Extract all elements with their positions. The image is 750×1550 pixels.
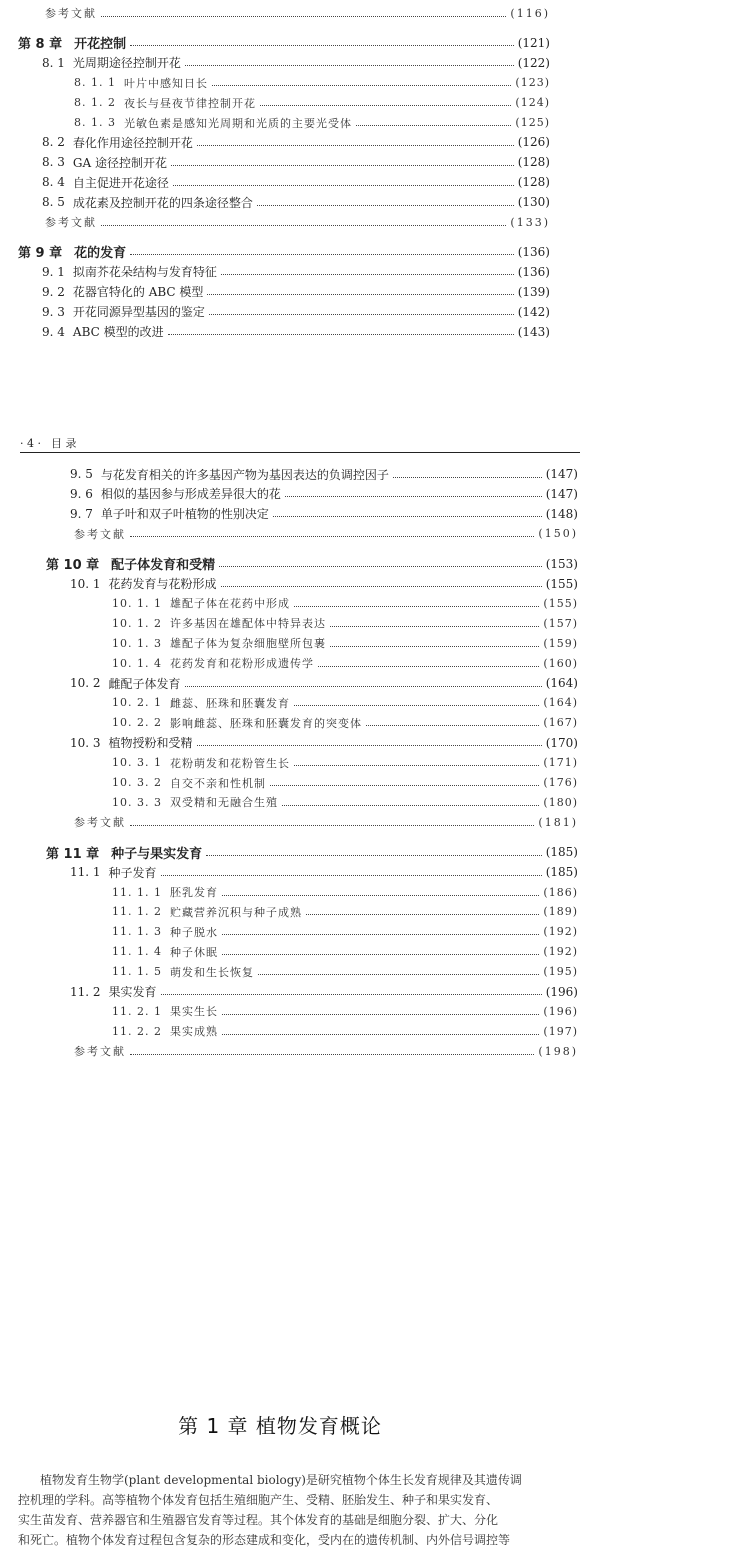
toc-entry-page: (189) — [543, 905, 578, 919]
toc-entry-page: (185) — [545, 865, 578, 880]
toc-entry-page: (133) — [510, 215, 550, 229]
toc-entry-title: 花药发育和花粉形成遗传学 — [169, 657, 314, 671]
toc-entry-page: (157) — [543, 616, 578, 630]
toc-entry-page: (150) — [538, 527, 578, 541]
toc-entry-title: 配子体发育和受精 — [111, 558, 216, 574]
toc-entry-sub — [112, 774, 578, 792]
dot-leader — [206, 855, 542, 856]
dot-leader — [219, 566, 542, 567]
toc-entry-sub — [112, 634, 578, 652]
dot-leader — [221, 274, 514, 275]
toc-entry-number: 8. 1 — [42, 55, 65, 70]
toc-entry-number: 11. 1. 2 — [112, 905, 162, 919]
toc-entry-chap — [18, 34, 550, 52]
toc-entry-sec — [70, 983, 578, 1001]
toc-entry-sub — [112, 1022, 578, 1040]
dot-leader — [161, 875, 542, 876]
toc-entry-sec — [70, 674, 578, 692]
dot-leader — [130, 825, 534, 826]
dot-leader — [173, 185, 514, 186]
toc-entry-ref — [74, 813, 578, 831]
toc-entry-title: 果实发育 — [108, 985, 157, 999]
dot-leader — [257, 205, 514, 206]
toc-entry-ref — [74, 1042, 578, 1060]
paragraph-line: 和死亡。植物个体发育过程包含复杂的形态建成和变化，受内在的遗传机制、内外信号调控等 — [18, 1533, 511, 1547]
dot-leader — [222, 934, 539, 935]
dot-leader — [318, 666, 539, 667]
toc-entry-page: (124) — [515, 96, 550, 110]
toc-entry-number: 8. 2 — [42, 135, 65, 150]
toc-entry-number: 11. 2. 1 — [112, 1004, 162, 1018]
toc-entry-number: 10. 2. 1 — [112, 696, 162, 710]
toc-entry-title: 参考文献 — [45, 216, 97, 229]
toc-entry-sub — [112, 694, 578, 712]
dot-leader — [282, 805, 539, 806]
toc-entry-title: 自交不亲和性机制 — [169, 776, 266, 790]
toc-entry-sub — [112, 903, 578, 921]
page-header — [20, 434, 580, 453]
toc-entry-title: 贮藏营养沉积与种子成熟 — [169, 905, 302, 919]
toc-entry-page: (155) — [545, 576, 578, 591]
dot-leader — [221, 586, 542, 587]
toc-entry-title: 雌蕊、胚珠和胚囊发育 — [169, 696, 290, 710]
toc-entry-sub — [74, 114, 550, 132]
toc-entry-number: 11. 2. 2 — [112, 1024, 162, 1038]
toc-entry-page: (196) — [545, 984, 578, 999]
toc-entry-title: 参考文献 — [45, 7, 97, 20]
toc-entry-page: (153) — [545, 556, 578, 571]
toc-entry-sub — [74, 94, 550, 112]
dot-leader — [171, 165, 514, 166]
dot-leader — [222, 1014, 539, 1015]
toc-entry-page: (116) — [510, 6, 550, 20]
toc-entry-title: ABC 模型的改进 — [72, 325, 164, 339]
toc-entry-sub — [112, 714, 578, 732]
toc-entry-number: 9. 4 — [42, 324, 65, 339]
toc-entry-number: 第 10 章 — [46, 558, 100, 574]
toc-entry-sec — [42, 323, 550, 341]
toc-entry-page: (147) — [545, 486, 578, 501]
toc-entry-title: 果实生长 — [169, 1005, 218, 1019]
dot-leader — [222, 895, 539, 896]
toc-entry-page: (128) — [517, 175, 550, 190]
toc-entry-number: 9. 3 — [42, 304, 65, 319]
toc-entry-title: 春化作用途径控制开花 — [72, 135, 193, 150]
toc-entry-sec — [42, 133, 550, 151]
toc-entry-ref — [45, 4, 550, 22]
toc-entry-title: 花粉萌发和花粉管生长 — [169, 756, 290, 770]
toc-entry-page: (155) — [543, 596, 578, 610]
toc-entry-chap — [46, 843, 578, 861]
toc-entry-page: (176) — [543, 776, 578, 789]
toc-entry-page: (136) — [517, 264, 550, 279]
dot-leader — [197, 145, 514, 146]
toc-entry-sub — [112, 654, 578, 672]
toc-entry-sec — [42, 54, 550, 72]
dot-leader — [130, 536, 534, 537]
dot-leader — [294, 765, 539, 766]
toc-entry-page: (186) — [543, 885, 578, 899]
toc-entry-page: (122) — [517, 55, 550, 70]
toc-entry-title: 种子脱水 — [169, 925, 218, 939]
toc-entry-number: 10. 1. 2 — [112, 616, 162, 630]
toc-entry-title: 双受精和无融合生殖 — [169, 796, 278, 810]
dot-leader — [101, 16, 506, 17]
toc-entry-number: 第 11 章 — [46, 846, 100, 862]
toc-entry-title: 果实成熟 — [169, 1025, 218, 1039]
toc-entry-title: 雌配子体发育 — [108, 676, 181, 691]
dot-leader — [185, 686, 542, 687]
toc-entry-page: (185) — [545, 845, 578, 860]
toc-entry-ref — [74, 525, 578, 543]
toc-entry-page: (128) — [517, 155, 550, 170]
toc-entry-title: 种子发育 — [108, 865, 157, 880]
page-number: · 4 · — [20, 436, 41, 450]
toc-entry-number: 10. 1. 4 — [112, 656, 162, 670]
toc-entry-number: 11. 1. 5 — [112, 965, 162, 979]
dot-leader — [306, 914, 539, 915]
toc-entry-number: 11. 1. 1 — [112, 885, 162, 899]
toc-entry-page: (181) — [538, 815, 578, 829]
toc-entry-page: (123) — [515, 76, 550, 90]
toc-entry-title: 花器官特化的 ABC 模型 — [72, 285, 204, 300]
toc-entry-sec — [70, 505, 578, 523]
dot-leader — [212, 85, 511, 86]
toc-entry-sub — [112, 594, 578, 612]
chapter-paragraph — [18, 1470, 548, 1550]
toc-entry-title: GA 途径控制开花 — [72, 155, 167, 170]
paragraph-line: 植物发育生物学(plant developmental biology)是研究植物个体生长发育规律及其遗传调 — [40, 1473, 522, 1487]
toc-entry-page: (164) — [543, 696, 578, 710]
toc-entry-title: 参考文献 — [74, 527, 126, 541]
dot-leader — [273, 516, 542, 517]
header-section-title: 目 录 — [51, 437, 77, 450]
toc-entry-number: 8. 1. 2 — [74, 96, 116, 110]
toc-entry-title: 种子休眠 — [169, 945, 218, 959]
toc-entry-title: 雄配子体在花药中形成 — [169, 597, 290, 611]
toc-entry-page: (159) — [543, 636, 578, 650]
dot-leader — [260, 105, 511, 106]
toc-entry-page: (143) — [517, 324, 550, 339]
toc-entry-number: 第 9 章 — [18, 246, 63, 262]
toc-entry-number: 9. 1 — [42, 264, 65, 279]
toc-entry-page: (192) — [543, 945, 578, 959]
toc-entry-sec — [70, 734, 578, 752]
toc-entry-sec — [42, 153, 550, 171]
dot-leader — [258, 974, 539, 975]
toc-entry-sub — [74, 74, 550, 92]
toc-entry-page: (170) — [545, 735, 578, 750]
toc-entry-sec — [70, 465, 578, 483]
dot-leader — [285, 496, 542, 497]
toc-entry-number: 9. 5 — [70, 467, 93, 481]
toc-entry-sub — [112, 923, 578, 941]
toc-entry-sec — [42, 283, 550, 301]
dot-leader — [209, 314, 514, 315]
dot-leader — [185, 65, 514, 66]
toc-entry-title: 光敏色素是感知光周期和光质的主要光受体 — [123, 116, 352, 130]
toc-entry-page: (167) — [543, 716, 578, 730]
toc-entry-number: 第 8 章 — [18, 37, 63, 53]
toc-entry-number: 9. 6 — [70, 486, 93, 501]
toc-entry-title: 许多基因在雄配体中特异表达 — [169, 617, 326, 631]
dot-leader — [161, 994, 542, 995]
chapter-title: 第 1 章 植物发育概论 — [178, 1414, 382, 1438]
paragraph-line: 控机理的学科。高等植物个体发育包括生殖细胞产生、受精、胚胎发生、种子和果实发育、 — [18, 1493, 499, 1507]
toc-entry-ref — [45, 213, 550, 231]
toc-entry-sub — [112, 883, 578, 901]
dot-leader — [356, 125, 511, 126]
toc-entry-title: 参考文献 — [74, 1045, 126, 1059]
toc-entry-page: (142) — [517, 304, 550, 319]
toc-entry-page: (139) — [517, 284, 550, 299]
toc-entry-number: 9. 2 — [42, 284, 65, 299]
toc-entry-page: (125) — [515, 116, 550, 129]
toc-entry-title: 拟南芥花朵结构与发育特征 — [72, 265, 217, 280]
dot-leader — [222, 954, 539, 955]
toc-entry-sec — [70, 485, 578, 503]
dot-leader — [270, 785, 539, 786]
toc-entry-page: (126) — [517, 135, 550, 150]
toc-entry-page: (171) — [543, 756, 578, 770]
toc-entry-title: 开花控制 — [74, 37, 127, 53]
toc-entry-chap — [18, 243, 550, 261]
paragraph-line: 实生苗发育、营养器官和生殖器官发育等过程。其个体发育的基础是细胞分裂、扩大、分化 — [18, 1513, 499, 1527]
toc-entry-number: 10. 3. 1 — [112, 756, 162, 770]
dot-leader — [197, 745, 542, 746]
toc-entry-sub — [112, 963, 578, 981]
toc-entry-title: 萌发和生长恢复 — [169, 965, 254, 979]
toc-entry-chap — [46, 555, 578, 573]
dot-leader — [294, 705, 539, 706]
toc-entry-title: 单子叶和双子叶植物的性别决定 — [100, 507, 269, 522]
toc-entry-page: (180) — [543, 795, 578, 809]
toc-entry-page: (192) — [543, 925, 578, 939]
toc-entry-title: 雄配子体为复杂细胞壁所包裹 — [169, 637, 326, 651]
toc-entry-number: 8. 1. 1 — [74, 76, 116, 90]
toc-entry-title: 自主促进开花途径 — [72, 175, 169, 190]
toc-entry-sec — [42, 173, 550, 191]
dot-leader — [330, 646, 539, 647]
toc-entry-sub — [112, 1002, 578, 1020]
toc-entry-title: 种子与果实发育 — [111, 846, 203, 862]
toc-entry-sub — [112, 754, 578, 772]
toc-entry-page: (195) — [543, 965, 578, 979]
dot-leader — [101, 225, 506, 226]
toc-entry-number: 11. 1. 4 — [112, 945, 162, 959]
toc-entry-page: (121) — [517, 35, 550, 50]
toc-entry-sub — [112, 943, 578, 961]
toc-entry-title: 成花素及控制开花的四条途径整合 — [72, 195, 253, 210]
toc-entry-title: 参考文献 — [74, 816, 126, 830]
toc-entry-number: 10. 2. 2 — [112, 716, 162, 730]
toc-entry-number: 10. 3. 2 — [112, 776, 162, 789]
toc-entry-page: (160) — [543, 656, 578, 670]
toc-entry-number: 11. 1. 3 — [112, 925, 162, 939]
toc-entry-number: 8. 3 — [42, 155, 65, 170]
toc-entry-page: (196) — [543, 1004, 578, 1018]
toc-entry-title: 夜长与昼夜节律控制开花 — [123, 96, 256, 110]
dot-leader — [294, 606, 539, 607]
toc-entry-number: 8. 1. 3 — [74, 116, 116, 129]
toc-entry-page: (147) — [545, 467, 578, 481]
toc-entry-title: 相似的基因参与形成差异很大的花 — [100, 487, 281, 502]
dot-leader — [130, 45, 514, 46]
toc-entry-number: 10. 1. 1 — [112, 596, 162, 610]
toc-entry-title: 花药发育与花粉形成 — [108, 577, 217, 591]
toc-entry-page: (198) — [538, 1044, 578, 1058]
dot-leader — [130, 254, 514, 255]
toc-entry-number: 8. 4 — [42, 175, 65, 190]
dot-leader — [222, 1034, 539, 1035]
toc-entry-sec — [42, 193, 550, 211]
toc-entry-number: 8. 5 — [42, 195, 65, 210]
toc-entry-number: 10. 1 — [70, 576, 101, 591]
toc-entry-sub — [112, 793, 578, 811]
toc-entry-title: 胚乳发育 — [169, 886, 218, 899]
toc-entry-title: 与花发育相关的许多基因产物为基因表达的负调控因子 — [100, 467, 389, 482]
toc-entry-sec — [42, 303, 550, 321]
toc-entry-title: 叶片中感知日长 — [123, 76, 208, 90]
toc-entry-number: 9. 7 — [70, 506, 93, 521]
toc-entry-number: 10. 3 — [70, 735, 101, 750]
toc-entry-sub — [112, 614, 578, 632]
toc-entry-sec — [42, 263, 550, 281]
toc-entry-page: (148) — [545, 506, 578, 521]
toc-entry-page: (197) — [543, 1024, 578, 1038]
dot-leader — [393, 477, 542, 478]
toc-entry-title: 开花同源异型基因的鉴定 — [72, 305, 205, 320]
toc-entry-page: (136) — [517, 244, 550, 259]
toc-entry-title: 花的发育 — [74, 246, 127, 262]
dot-leader — [130, 1054, 534, 1055]
toc-entry-number: 10. 2 — [70, 676, 101, 690]
toc-entry-title: 影响雌蕊、胚珠和胚囊发育的突变体 — [169, 716, 362, 730]
toc-entry-page: (130) — [517, 195, 550, 210]
toc-entry-number: 10. 3. 3 — [112, 795, 162, 809]
toc-entry-sec — [70, 575, 578, 593]
dot-leader — [207, 294, 513, 295]
toc-entry-page: (164) — [545, 676, 578, 690]
dot-leader — [168, 334, 514, 335]
toc-entry-sec — [70, 863, 578, 881]
toc-entry-title: 植物授粉和受精 — [108, 736, 193, 751]
toc-entry-number: 10. 1. 3 — [112, 636, 162, 650]
toc-entry-number: 11. 2 — [70, 984, 101, 999]
toc-entry-number: 11. 1 — [70, 865, 101, 880]
dot-leader — [366, 725, 539, 726]
dot-leader — [330, 626, 539, 627]
toc-entry-title: 光周期途径控制开花 — [72, 56, 181, 71]
